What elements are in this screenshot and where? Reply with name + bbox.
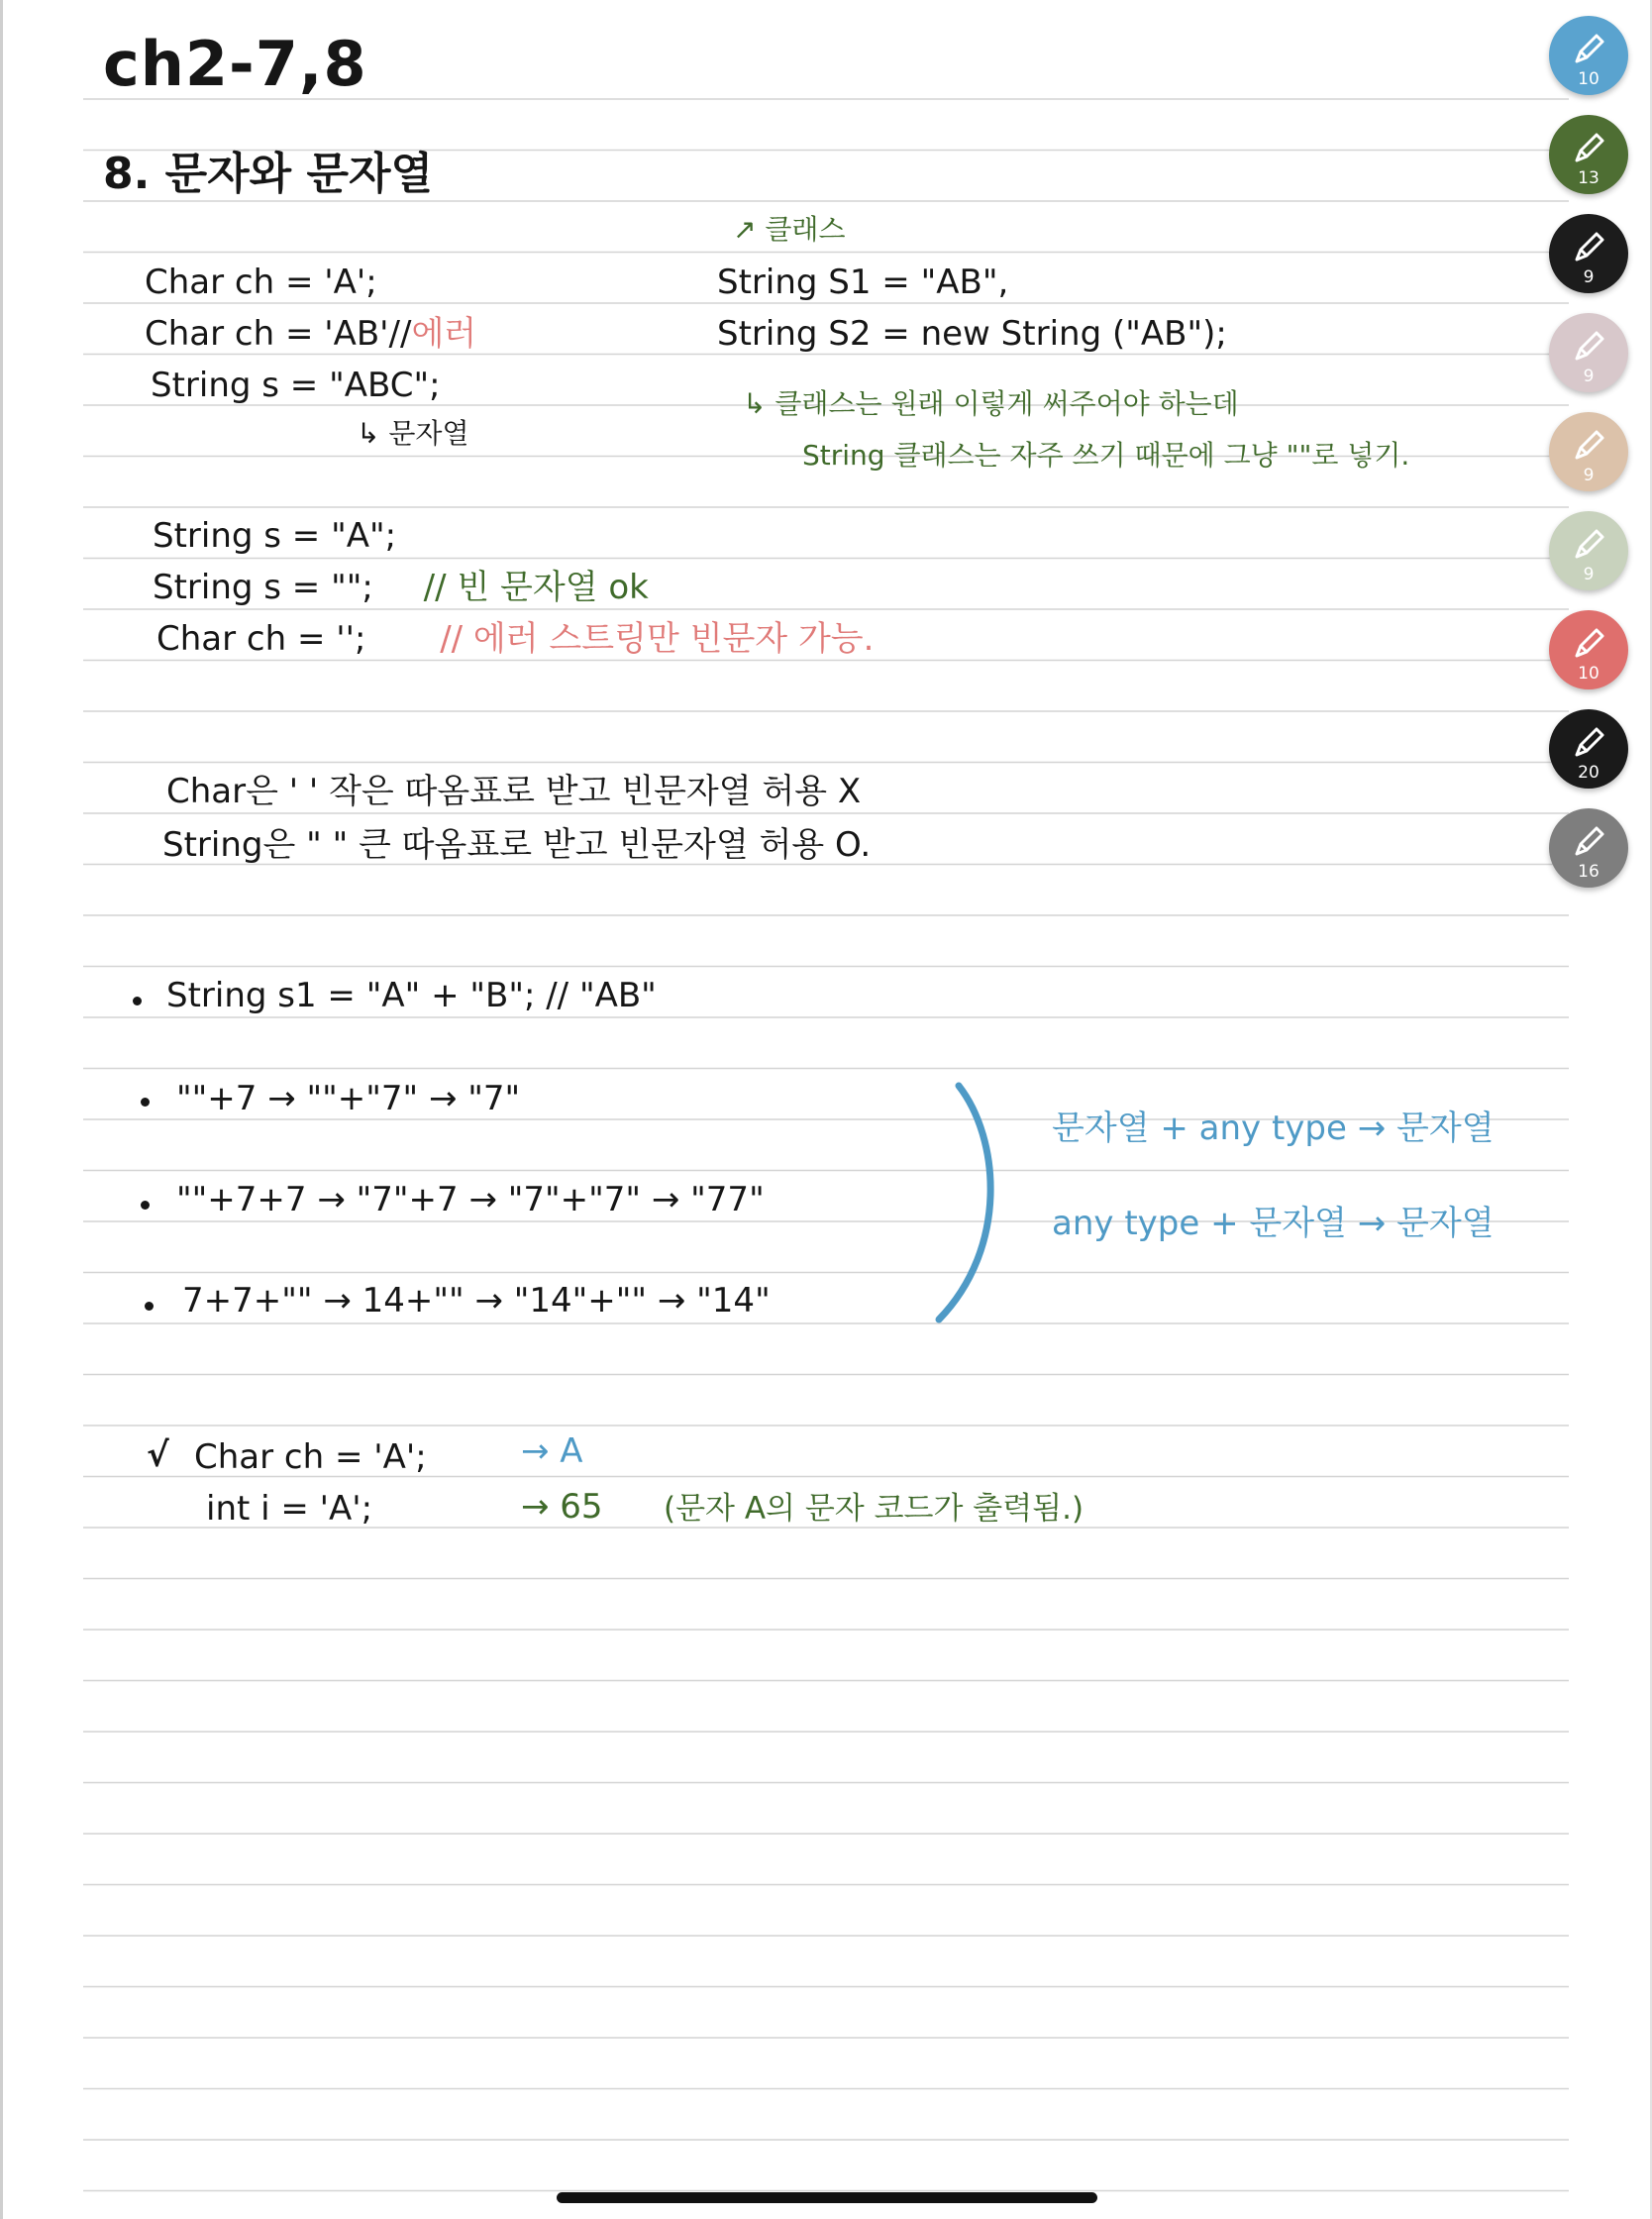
left-code-line-1: Char ch = 'A'; (145, 263, 377, 302)
pen-tool-button[interactable] (1549, 808, 1628, 888)
page-title: ch2-7,8 (103, 28, 367, 100)
pen-tool-button[interactable] (1549, 16, 1628, 95)
concat-line-3: ""+7+7 → "7"+7 → "7"+"7" → "77" (176, 1180, 765, 1219)
char-int-line-2-code: int i = 'A'; (206, 1489, 373, 1529)
concat-line-2: ""+7 → ""+"7" → "7" (176, 1079, 521, 1118)
char-int-line-2-note: (문자 A의 문자 코드가 출력됨.) (664, 1491, 1084, 1527)
pen-tool-size-label: 9 (1583, 367, 1595, 386)
pen-tool-button[interactable] (1549, 115, 1628, 194)
bullet-3 (141, 1201, 150, 1210)
right-code-line-1: String S1 = "AB", (717, 263, 1009, 302)
pencil-icon (1569, 624, 1608, 664)
pen-tool-button[interactable] (1549, 709, 1628, 789)
pencil-icon (1569, 822, 1608, 862)
section-heading: 8. 문자와 문자열 (103, 149, 433, 199)
concat-line-4: 7+7+"" → 14+"" → "14"+"" → "14" (182, 1281, 771, 1321)
bullet-2 (141, 1098, 150, 1107)
pen-tool-size-label: 9 (1583, 466, 1595, 485)
pen-tool-size-label: 9 (1583, 565, 1595, 584)
pen-tool-button[interactable] (1549, 511, 1628, 590)
pen-tool-button[interactable] (1549, 214, 1628, 293)
bullet-4 (145, 1302, 154, 1311)
class-label: ↗ 클래스 (733, 213, 846, 246)
empty-example-line-3-comment: // 에러 스트링만 빈문자 가능. (440, 619, 875, 659)
pen-tool-size-label: 9 (1583, 267, 1595, 287)
bullet-1 (133, 997, 142, 1005)
summary-line-2: String은 " " 큰 따옴표로 받고 빈문자열 허용 O. (162, 825, 872, 865)
left-code-line-2 (145, 314, 477, 354)
char-int-line-2-result: → 65 (521, 1487, 603, 1527)
concat-line-1: String s1 = "A" + "B"; // "AB" (166, 976, 657, 1015)
pencil-icon (1569, 525, 1608, 565)
left-code-line-2-code: Char ch = 'AB'// (145, 314, 412, 354)
concat-rule-1: 문자열 + any type → 문자열 (1052, 1109, 1495, 1148)
check-mark: √ (147, 1435, 169, 1475)
pen-tool-button[interactable] (1549, 412, 1628, 491)
pencil-icon (1569, 426, 1608, 466)
pencil-icon (1569, 327, 1608, 367)
right-explain-line-2: String 클래스는 자주 쓰기 때문에 그냥 ""로 넣기. (802, 439, 1410, 472)
bracket-mark (931, 1080, 1010, 1327)
pen-tool-button[interactable] (1549, 610, 1628, 689)
empty-example-line-3 (156, 619, 875, 659)
summary-line-1: Char은 ' ' 작은 따옴표로 받고 빈문자열 허용 X (166, 772, 862, 811)
pen-tool-size-label: 13 (1578, 168, 1600, 188)
pen-tool-size-label: 16 (1578, 862, 1600, 882)
empty-example-line-3-code: Char ch = ''; (156, 619, 366, 659)
pen-tool-size-label: 10 (1578, 664, 1600, 684)
char-int-line-1-result: → A (521, 1431, 583, 1471)
pencil-icon (1569, 129, 1608, 168)
right-explain-line-1: ↳ 클래스는 원래 이렇게 써주어야 하는데 (743, 387, 1239, 420)
home-indicator[interactable] (557, 2192, 1097, 2203)
concat-rule-2: any type + 문자열 → 문자열 (1052, 1204, 1495, 1243)
left-code-line-3: String s = "ABC"; (151, 366, 441, 405)
empty-example-line-2-code: String s = ""; (153, 568, 373, 607)
right-code-line-2: String S2 = new String ("AB"); (717, 314, 1227, 354)
empty-example-line-2-comment: // 빈 문자열 ok (423, 568, 649, 607)
pencil-icon (1569, 723, 1608, 763)
left-code-line-2-error: 에러 (411, 314, 477, 354)
pencil-icon (1569, 228, 1608, 267)
pen-tool-button[interactable] (1549, 313, 1628, 392)
pen-tool-size-label: 20 (1578, 763, 1600, 783)
empty-example-line-2 (153, 568, 649, 607)
pen-tool-size-label: 10 (1578, 69, 1600, 89)
pencil-icon (1569, 30, 1608, 69)
left-code-line-3-note: ↳ 문자열 (357, 417, 469, 450)
char-int-line-1-code: Char ch = 'A'; (194, 1437, 427, 1477)
empty-example-line-1: String s = "A"; (153, 516, 397, 556)
